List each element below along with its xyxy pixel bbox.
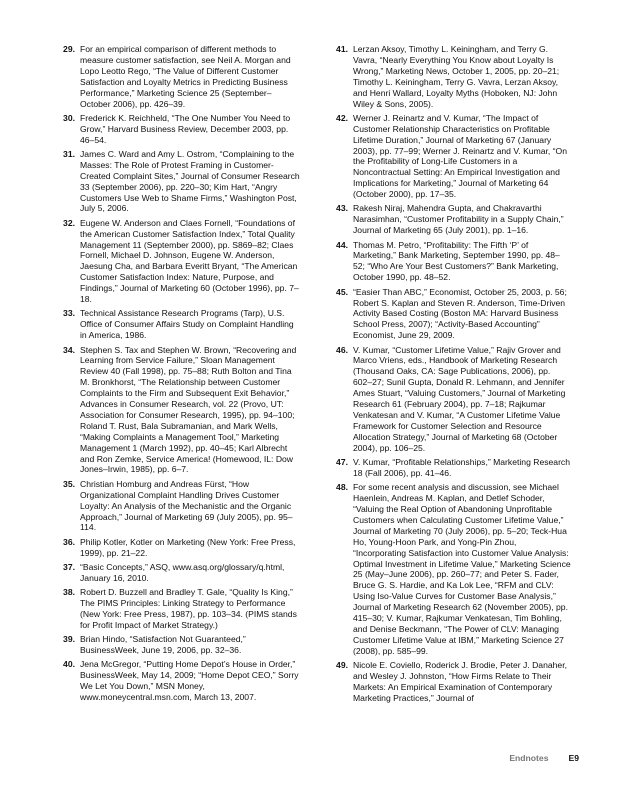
endnote-text: “Easier Than ABC,” Economist, October 25, 2003, p. 56; Robert S. Kaplan and Steven R. Anderson, Time-Driven Activity Based Costing (Boston MA: Harvard Business School Press, 2007); “Activity-Based Accounting” Economist, June 29, 2009. [353,286,567,341]
endnote-number: 39. [63,634,75,645]
endnote [331,240,571,284]
endnote-text: Nicole E. Coviello, Roderick J. Brodie, Peter J. Danaher, and Wesley J. Johnston, “How Firms Relate to Their Markets: An Empirical Examination of Contemporary Marketing Practices,” Journal of [353,660,567,703]
page-footer [509,753,579,763]
endnote-number: 44. [336,239,348,250]
endnote-text: Werner J. Reinartz and V. Kumar, “The Impact of Customer Relationship Characteristics on Profitable Lifetime Duration,” Journal of Marketing 67 (January 2003), pp. 77–99; Werner J. Reinartz and V. Kumar, “On the Profitability of Long-Life Customers in a Noncontractual Setting: An Empirical Investigation and Implications for Marketing,” Journal of Marketing 64 (October 2000), pp. 17–35. [353,112,568,200]
endnote [331,482,571,657]
endnote-number: 36. [63,536,75,547]
endnote [58,345,300,476]
endnote [58,659,300,703]
endnote [331,203,571,236]
endnote-number: 48. [336,482,348,493]
endnote-number: 29. [63,44,75,54]
endnote-text: Christian Homburg and Andreas Fürst, “How Organizational Complaint Handling Drives Customer Loyalty: An Analysis of the Mechanistic and the Organic Approach,” Journal of Marketing 69 (July 2005), pp. 95–114. [80,478,293,533]
endnote-text: Rakesh Niraj, Mahendra Gupta, and Chakravarthi Narasimhan, “Customer Profitability in a Supply Chain,” Journal of Marketing 65 (July 2001), pp. 1–16. [353,203,564,236]
endnote [331,113,571,200]
endnote-text: Jena McGregor, “Putting Home Depot’s House in Order,” BusinessWeek, May 14, 2009; “Home Depot CEO,” Sorry We Let You Down,” MSN Money, www.moneycentral.msn.com, March 13, 2007. [80,659,299,703]
endnote-number: 40. [63,659,75,670]
endnote-number: 32. [63,217,75,228]
page-number: E9 [568,753,579,763]
endnote-text: Philip Kotler, Kotler on Marketing (New York: Free Press, 1999), pp. 21–22. [80,536,296,558]
endnote-number: 42. [336,112,348,123]
endnote-text: Technical Assistance Research Programs (Tarp), U.S. Office of Consumer Affairs Study on Complaint Handling in America, 1986. [80,308,294,341]
endnote [58,149,300,214]
endnote [58,44,300,109]
endnote [58,113,300,146]
endnote-text: For an empirical comparison of different methods to measure customer satisfaction, see Neil A. Morgan and Lopo Leotto Rego, “The Value of Different Customer Satisfaction and Loyalty Metrics in Predicting Business Performance,” Marketing Science 25 (September–October 2006), pp. 426–39. [80,44,291,109]
endnote-text: Thomas M. Petro, “Profitability: The Fifth ‘P’ of Marketing,” Bank Marketing, September 1990, pp. 48–52; “Who Are Your Best Customers?” Bank Marketing, October 1990, pp. 48–52. [353,239,560,283]
endnote-number: 41. [336,44,348,54]
endnote [58,218,300,305]
endnote-number: 49. [336,660,348,671]
endnote [58,479,300,534]
left-column [58,44,300,706]
endnote-text: V. Kumar, “Customer Lifetime Value,” Rajiv Grover and Marco Vriens, eds., Handbook of Marketing Research (Thousand Oaks, CA: Sage Publications, 2006), pp. 602–27; Sunil Gupta, Donald R. Lehmann, and Jennifer Ames Stuart, “Valuing Customers,” Journal of Marketing Research 61 (February 2004), pp. 7–18; Rajkumar Venkatesan and V. Kumar, “A Customer Lifetime Value Framework for Customer Selection and Resource Allocation Strategy,” Journal of Marketing 68 (October 2004), pp. 106–25. [353,344,566,453]
endnote [58,562,300,584]
endnote [331,287,571,342]
endnote-number: 45. [336,286,348,297]
endnote-text: Eugene W. Anderson and Claes Fornell, “Foundations of the American Customer Satisfaction Index,” Total Quality Management 11 (September 2000), pp. S869–82; Claes Fornell, Michael D. Johnson, Eugene W. Anderson, Jaesung Cha, and Barbara Everitt Bryant, “The American Customer Satisfaction Index: Nature, Purpose, and Findings,” Journal of Marketing 60 (October 1996), pp. 7–18. [80,217,299,305]
endnote-number: 33. [63,308,75,319]
endnote-number: 43. [336,203,348,214]
endnote-text: For some recent analysis and discussion, see Michael Haenlein, Andreas M. Kaplan, and Detlef Schoder, “Valuing the Real Option of Abandoning Unprofitable Customers when Calculating Customer Lifetime Value,” Journal of Marketing 70 (July 2006), pp. 5–20; Teck-Hua Ho, Young-Hoon Park, and Yong-Pin Zhou, “Incorporating Satisfaction into Customer Value Analysis: Optimal Investment in Lifetime Value,” Marketing Science 25 (May–June 2006), pp. 260–77; and Peter S. Fader, Bruce G. S. Hardie, and Ka Lok Lee, “RFM and CLV: Using Iso-Value Curves for Customer Base Analysis,” Journal of Marketing Research 62 (November 2005), pp. 415–30; V. Kumar, Rajkumar Venkatesan, Tim Bohling, and Denise Beckmann, “The Power of CLV: Managing Customer Lifetime Value at IBM,” Marketing Science 27 (2008), pp. 585–99. [353,482,571,656]
section-label: Endnotes [509,753,549,763]
endnote-number: 34. [63,344,75,355]
endnote-number: 46. [336,344,348,355]
right-column [331,44,571,707]
endnote [58,308,300,341]
endnote [331,660,571,704]
endnote-number: 31. [63,148,75,159]
endnote-text: “Basic Concepts,” ASQ, www.asq.org/glossary/q.html, January 16, 2010. [80,561,285,583]
endnote-text: Robert D. Buzzell and Bradley T. Gale, “Quality Is King,” The PIMS Principles: Linking Strategy to Performance (New York: Free Press, 1987), pp. 103–34. (PIMS stands for Profit Impact of Market Strategy.) [80,587,297,630]
endnote [331,44,571,109]
endnote-text: Brian Hindo, “Satisfaction Not Guaranteed,” BusinessWeek, June 19, 2006, pp. 32–36. [80,634,246,656]
endnote-text: V. Kumar, “Profitable Relationships,” Marketing Research 18 (Fall 2006), pp. 41–46. [353,456,571,478]
endnote [58,634,300,656]
endnote-number: 37. [63,561,75,572]
endnote-number: 35. [63,478,75,489]
endnote-text: Frederick K. Reichheld, “The One Number You Need to Grow,” Harvard Business Review, December 2003, pp. 46–54. [80,112,291,145]
endnote-number: 30. [63,112,75,123]
endnote [331,345,571,454]
endnote-text: Stephen S. Tax and Stephen W. Brown, “Recovering and Learning from Service Failure,” Sloan Management Review 40 (Fall 1998), pp. 75–88; Ruth Bolton and Tina M. Bronkhorst, “The Relationship between Customer Complaints to the Firm and Subsequent Exit Behavior,” Advances in Consumer Research, vol. 22 (Provo, UT: Association for Consumer Research, 1995), pp. 94–100; Roland T. Rust, Bala Subramanian, and Mark Wells, “Making Complaints a Management Tool,” Marketing Management 1 (March 1992), pp. 40–45; Karl Albrecht and Ron Zemke, Service America! (Homewood, IL: Dow Jones–Irwin, 1985), pp. 6–7. [80,344,297,475]
endnote [58,537,300,559]
endnote [58,587,300,631]
endnote-text: Lerzan Aksoy, Timothy L. Keiningham, and Terry G. Vavra, “Nearly Everything You Know about Loyalty Is Wrong,” Marketing News, October 1, 2005, pp. 20–21; Timothy L. Keiningham, Terry G. Vavra, Lerzan Aksoy, and Henri Wallard, Loyalty Myths (Hoboken, NJ: John Wiley & Sons, 2005). [353,44,560,109]
endnote [331,457,571,479]
endnote-number: 38. [63,587,75,598]
endnote-text: James C. Ward and Amy L. Ostrom, “Complaining to the Masses: The Role of Protest Framing in Customer-Created Complaint Sites,” Journal of Consumer Research 33 (September 2006), pp. 220–30; Kim Hart, “Angry Customers Use Web to Shame Firms,” Washington Post, July 5, 2006. [80,148,300,214]
endnote-number: 47. [336,456,348,467]
